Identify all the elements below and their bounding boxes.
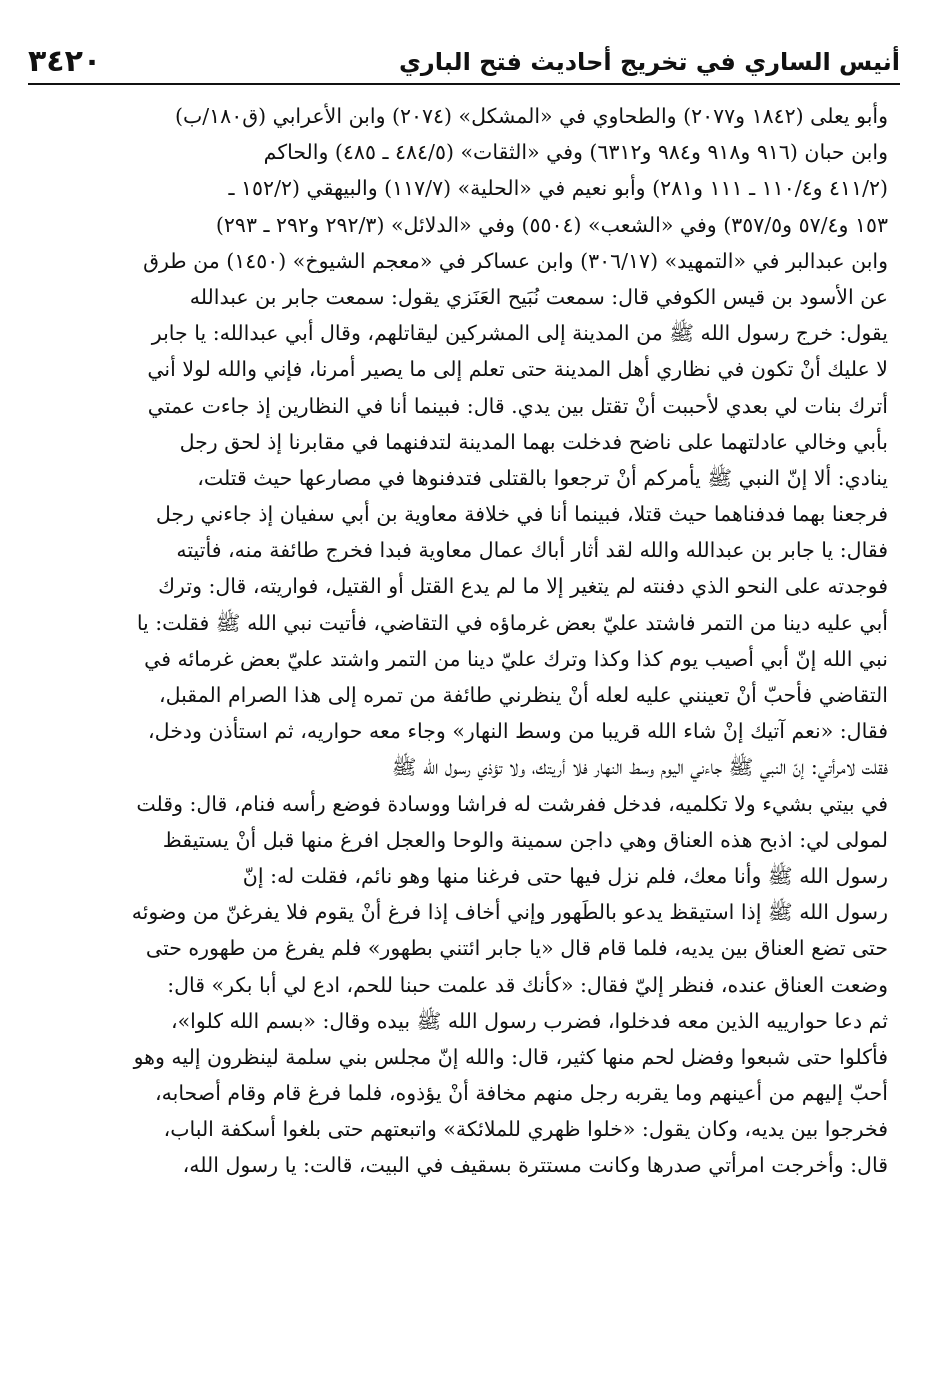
header-rule bbox=[28, 83, 900, 85]
text-line: وابن عبدالبر في «التمهيد» (٣٠٦/١٧) وابن عساكر في «معجم الشيوخ» (١٤٥٠) من طرق bbox=[143, 248, 888, 273]
text-line: وأبو يعلى (١٨٤٢ و٢٠٧٧) والطحاوي في «المشكل» (٢٠٧٤) وابن الأعرابي (ق١٨٠/ب) bbox=[174, 104, 888, 128]
text-line: لمولى لي: اذبح هذه العناق وهي داجن سمينة والوحا والعجل افرغ منها قبل أنْ يستيقظ bbox=[162, 827, 888, 852]
text-line: حتى تضع العناق بين يديه، فلما قام قال «يا جابر ائتني بطهور» فلم يفرغ من طهوره حتى bbox=[145, 936, 888, 961]
page-header bbox=[28, 34, 900, 80]
text-line: أبي عليه دينا من التمر فاشتد عليّ بعض غرماؤه في التقاضي، فأتيت نبي الله ﷺ فقلت: يا bbox=[136, 610, 888, 635]
text-line: ينادي: ألا إنّ النبي ﷺ يأمركم أنْ ترجعوا بالقتلى فتدفنوها في مصارعها حيث قتلت، bbox=[197, 465, 888, 490]
text-line: رسول الله ﷺ وأنا معك، فلم نزل فيها حتى فرغنا منها وهو نائم، فقلت له: إنّ bbox=[242, 863, 888, 888]
text-line: فقلت لامرأتي: إنّ النبي ﷺ جاءني اليوم وسط النهار فلا أريتك، ولا تؤذي رسول الله ﷺ bbox=[391, 755, 888, 780]
text-line: وضعت العناق عنده، فنظر إليّ فقال: «كأنك قد علمت حبنا للحم، ادع لي أبا بكر» قال: bbox=[167, 972, 888, 997]
text-line: فخرجوا بين يديه، وكان يقول: «خلوا ظهري للملائكة» واتبعتهم حتى بلغوا أسكفة الباب، bbox=[163, 1117, 888, 1142]
text-line: بأبي وخالي عادلتهما على ناضح فدخلت بهما المدينة لتدفنهما في مقابرنا إذ لحق رجل bbox=[179, 429, 888, 454]
text-line: رسول الله ﷺ إذا استيقظ يدعو بالطَهور وإني أخاف إذا فرغ أنْ يقوم فلا يفرغنّ من وضوئه bbox=[131, 900, 888, 925]
text-line: ١٥٣ و٥٧/٤ و٣٥٧/٥) وفي «الشعب» (٥٥٠٤) وفي «الدلائل» (٢٩٢/٣ و٢٩٢ ـ ٢٩٣) bbox=[215, 212, 888, 237]
text-line: أترك بنات لي بعدي لأحببت أنْ تقتل بين يدي. قال: فبينما أنا في النظارين إذ جاءت عمتي bbox=[147, 393, 888, 418]
page-number: ٣٤٢٠ bbox=[28, 44, 102, 79]
text-line: وابن حبان (٩١٦ و٩١٨ و٩٨٤ و٦٣١٢) وفي «الثقات» (٤٨٤/٥ ـ ٤٨٥) والحاكم bbox=[263, 140, 888, 165]
text-line: عن الأسود بن قيس الكوفي قال: سمعت نُبَيح العَنَزي يقول: سمعت جابر بن عبدالله bbox=[189, 284, 888, 309]
running-title: أنيس الساري في تخريج أحاديث فتح الباري bbox=[398, 48, 900, 76]
text-line: التقاضي فأحبّ أنْ تعينني عليه لعله أنْ ينظرني طائفة من تمره إلى هذا الصرام المقبل، bbox=[158, 683, 888, 707]
text-line: لا عليك أنْ تكون في نظاري أهل المدينة حتى تعلم إلى ما يصير أمرنا، فإني والله لولا أني bbox=[147, 357, 888, 382]
text-line: فقال: يا جابر بن عبدالله والله لقد أثار أباك عمال معاوية فبدا فخرج طائفة منه، فأتيته bbox=[176, 538, 888, 563]
text-line: قال: وأخرجت امرأتي صدرها وكانت مستترة بسقيف في البيت، قالت: يا رسول الله، bbox=[182, 1153, 888, 1178]
text-line: أحبّ إليهم من أعينهم وما يقربه رجل منهم مخافة أنْ يؤذوه، فلما فرغ قام وقام أصحابه، bbox=[155, 1081, 888, 1106]
body-text bbox=[42, 98, 888, 1184]
text-line: (٤١١/٢ و١١٠/٤ ـ ١١١ و٢٨١) وأبو نعيم في «الحلية» (١١٧/٧) والبيهقي (١٥٢/٢ ـ bbox=[228, 176, 888, 201]
text-line: فوجدته على النحو الذي دفنته لم يتغير إلا ما لم يدع القتل أو القتيل، فواريته، قال: وترك bbox=[158, 574, 888, 599]
text-line: يقول: خرج رسول الله ﷺ من المدينة إلى المشركين ليقاتلهم، وقال أبي عبدالله: يا جابر bbox=[151, 321, 888, 346]
text-line: ثم دعا حوارييه الذين معه فدخلوا، فضرب رسول الله ﷺ بيده وقال: «بسم الله كلوا»، bbox=[171, 1008, 888, 1033]
text-line: فقال: «نعم آتيك إنْ شاء الله قريبا من وسط النهار» وجاء معه حواريه، ثم استأذن ودخل، bbox=[148, 719, 888, 744]
text-line: في بيتي بشيء ولا تكلميه، فدخل ففرشت له فراشا ووسادة فوضع رأسه فنام، قال: وقلت bbox=[136, 791, 888, 816]
text-line: فأكلوا حتى شبعوا وفضل لحم منها كثير، قال: والله إنّ مجلس بني سلمة لينظرون إليه وهو bbox=[133, 1044, 888, 1069]
text-line: فرجعنا بهما فدفناهما حيث قتلا، فبينما أنا في خلافة معاوية بن أبي سفيان إذ جاءني رجل bbox=[155, 502, 888, 527]
text-line: نبي الله إنّ أبي أصيب يوم كذا وكذا وترك عليّ دينا من التمر واشتد عليّ بعض غرمائه في bbox=[144, 646, 888, 671]
